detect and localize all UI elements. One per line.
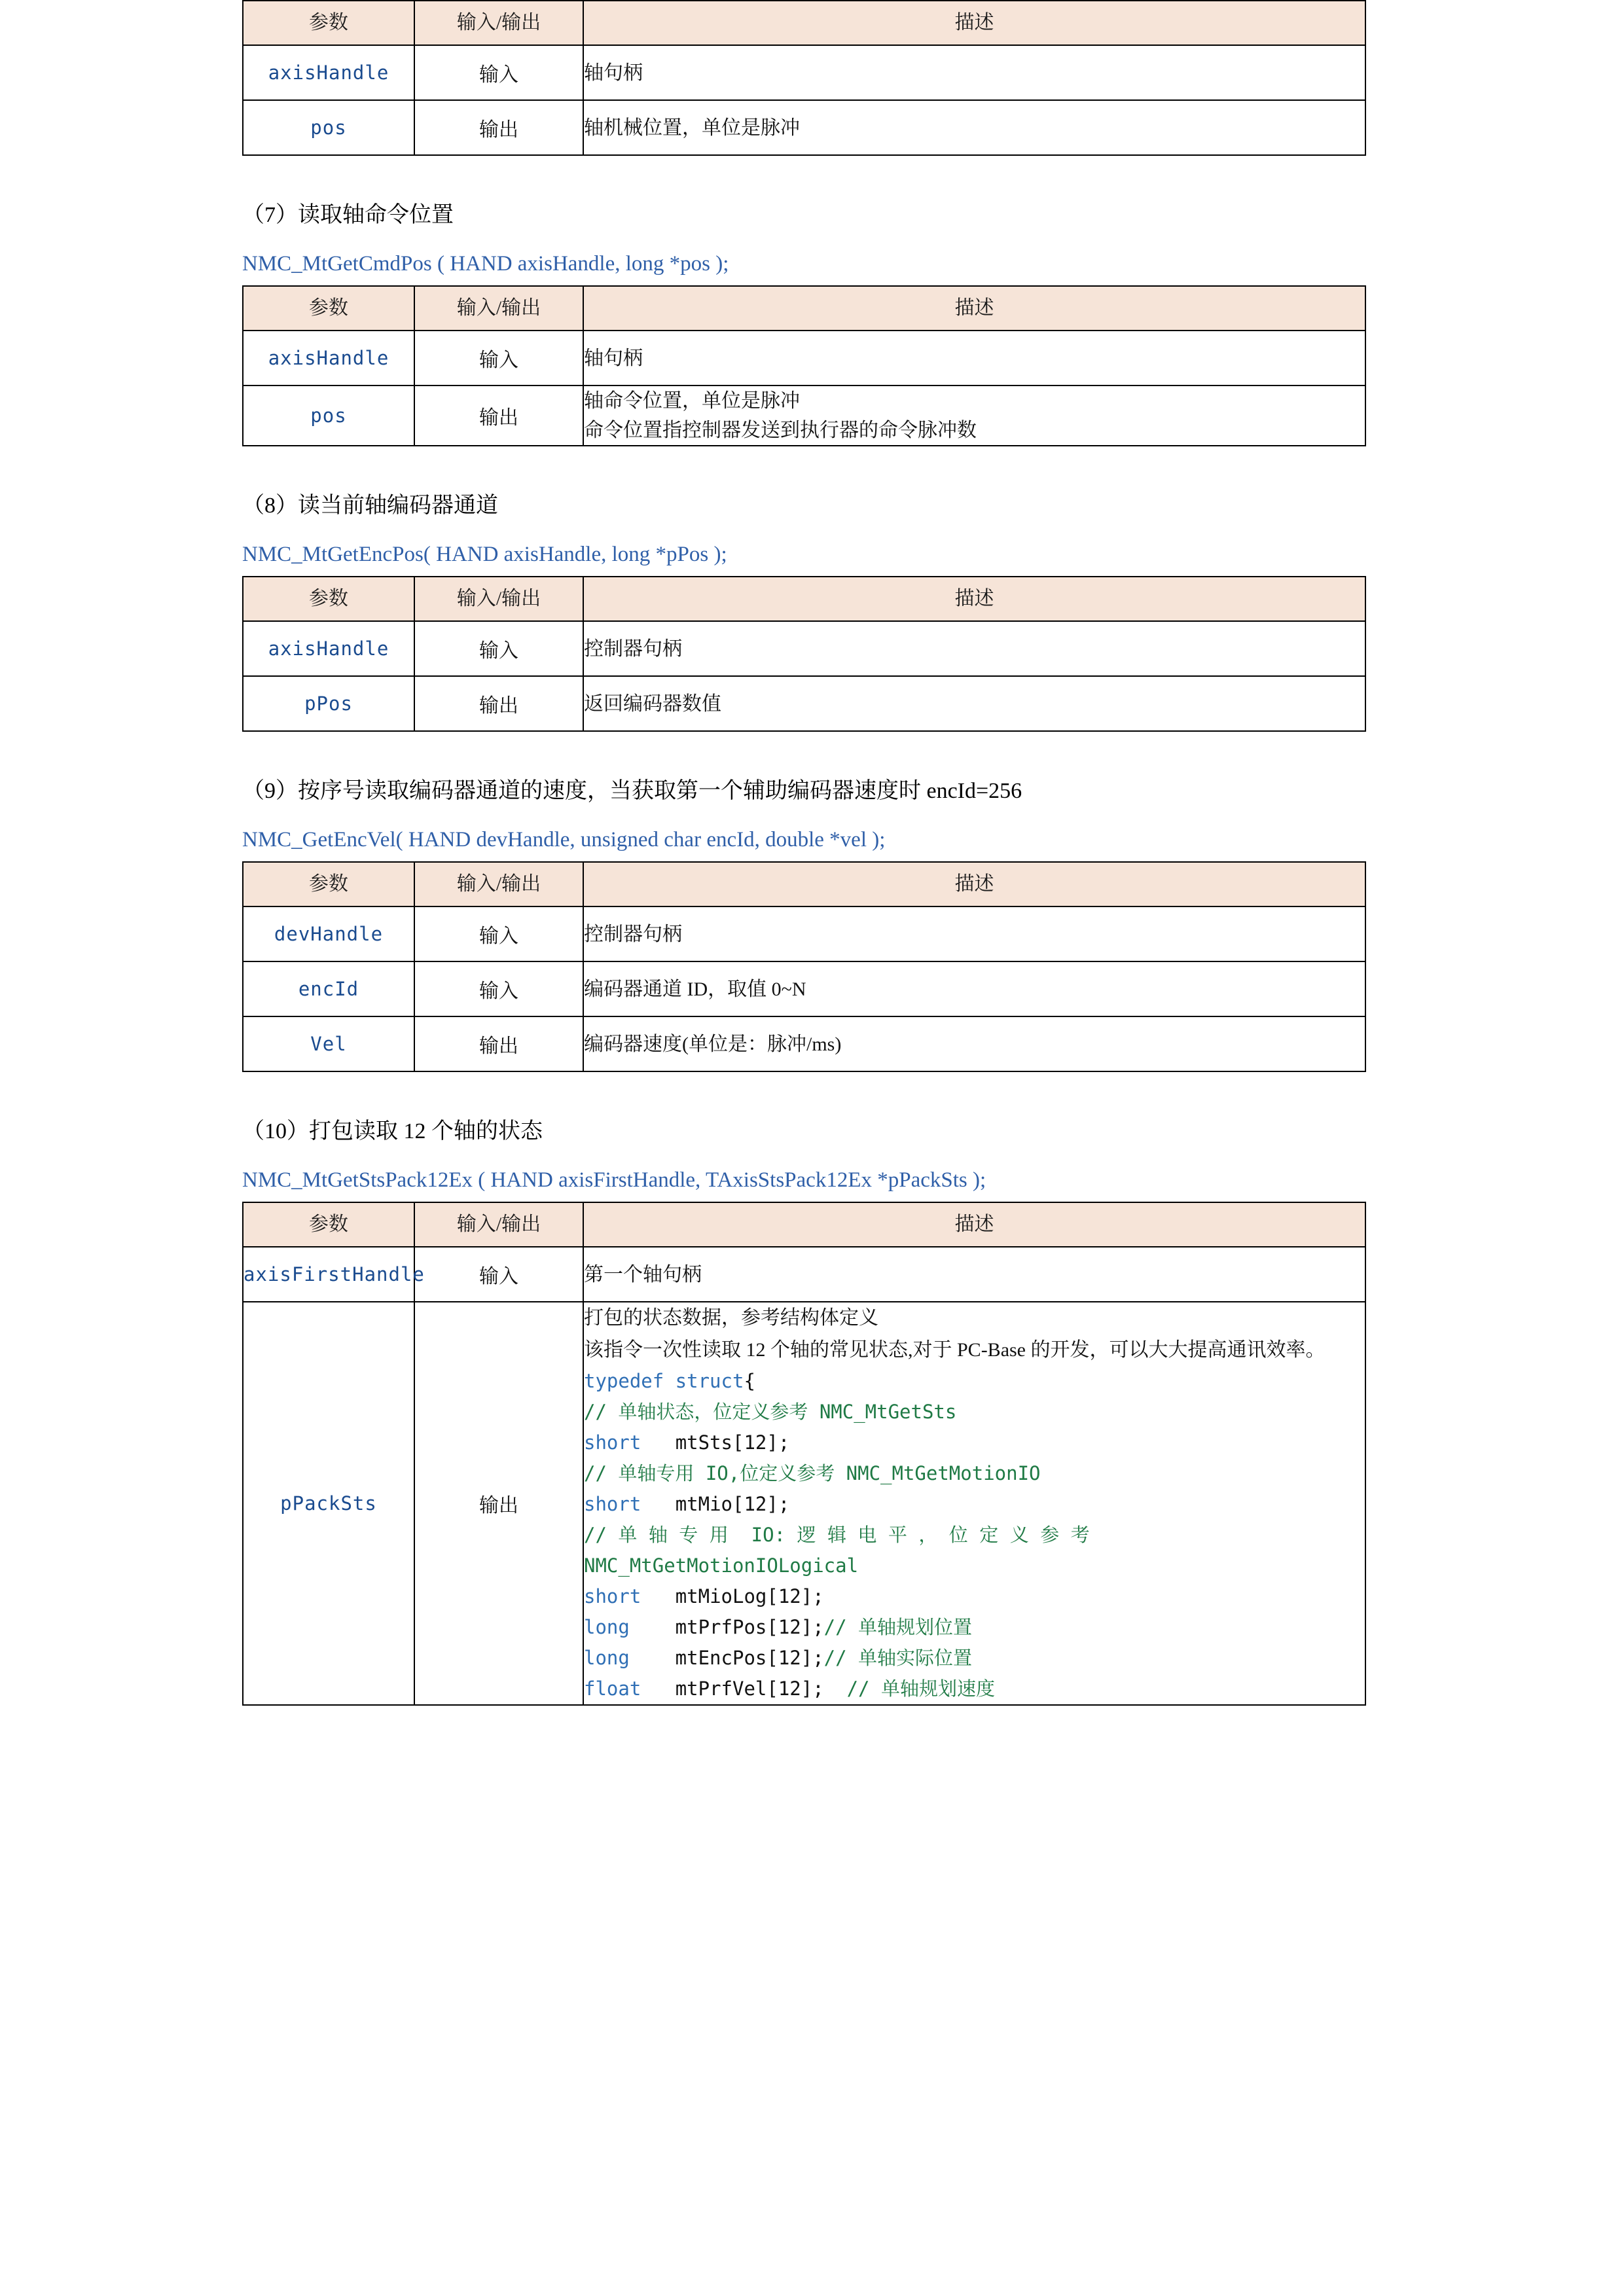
column-header-param: 参数 [243, 862, 414, 906]
code-comment: // 单 轴 专 用 IO: 逻 辑 电 平 ， 位 定 义 参 考 [584, 1524, 1090, 1547]
section-heading-8 [242, 487, 1382, 519]
struct-code-block [584, 1366, 1365, 1704]
column-header-param: 参数 [243, 1, 414, 45]
code-line [584, 1643, 1365, 1674]
function-signature-9: NMC_GetEncVel( HAND devHandle, unsigned char encId, double *vel ); [242, 828, 886, 852]
param-io: 输出 [414, 386, 583, 446]
table-row [243, 676, 1365, 731]
column-header-desc: 描述 [583, 286, 1365, 331]
table-row [243, 1016, 1365, 1071]
code-text: mtMioLog[12]; [641, 1585, 824, 1607]
param-name: devHandle [243, 906, 414, 961]
column-header-io: 输入/输出 [414, 862, 583, 906]
param-io: 输入 [414, 1247, 583, 1302]
code-text: mtPrfVel[12]; [641, 1677, 824, 1700]
param-desc: 第一个轴句柄 [583, 1247, 1365, 1302]
code-text: mtMio[12]; [641, 1493, 790, 1516]
column-header-io: 输入/输出 [414, 286, 583, 331]
code-line [584, 1427, 1365, 1458]
param-name: axisHandle [243, 331, 414, 386]
param-desc: 返回编码器数值 [583, 676, 1365, 731]
desc-line: 轴命令位置，单位是脉冲 [584, 390, 800, 412]
code-line [584, 1489, 1365, 1520]
param-desc-struct [583, 1302, 1365, 1705]
function-signature-7: NMC_MtGetCmdPos ( HAND axisHandle, long *pos ); [242, 252, 729, 276]
param-io: 输入 [414, 906, 583, 961]
column-header-param: 参数 [243, 1202, 414, 1247]
param-name: pPos [243, 676, 414, 731]
api-table-10 [242, 1202, 1366, 1706]
desc-line: 打包的状态数据，参考结构体定义 [584, 1307, 878, 1329]
api-table-8 [242, 576, 1366, 732]
table-header-row [243, 577, 1365, 621]
table-row-packsts [243, 1302, 1365, 1705]
table-row [243, 906, 1365, 961]
section-number: （10） [242, 1119, 309, 1143]
section-number: （9） [242, 779, 298, 803]
code-text: { [744, 1370, 755, 1393]
function-signature-8: NMC_MtGetEncPos( HAND axisHandle, long *pPos ); [242, 543, 727, 566]
table-row [243, 1247, 1365, 1302]
code-text: mtSts[12]; [641, 1431, 790, 1454]
code-comment: // 单轴状态，位定义参考 NMC_MtGetSts [584, 1401, 957, 1424]
param-desc: 轴句柄 [583, 331, 1365, 386]
code-keyword: short [584, 1493, 641, 1516]
column-header-io: 输入/输出 [414, 577, 583, 621]
param-desc: 编码器通道 ID，取值 0~N [583, 961, 1365, 1016]
api-table-7 [242, 285, 1366, 446]
table-row [243, 100, 1365, 155]
param-name: pPackSts [243, 1302, 414, 1705]
column-header-desc: 描述 [583, 577, 1365, 621]
param-io: 输入 [414, 621, 583, 676]
param-name: Vel [243, 1016, 414, 1071]
table-header-row [243, 1202, 1365, 1247]
table-row [243, 621, 1365, 676]
code-keyword: float [584, 1677, 641, 1700]
section-title-text: 读取轴命令位置 [298, 203, 454, 227]
table-header-row [243, 862, 1365, 906]
code-line [584, 1674, 1365, 1704]
param-desc: 轴句柄 [583, 45, 1365, 100]
param-name: encId [243, 961, 414, 1016]
function-signature-10: NMC_MtGetStsPack12Ex ( HAND axisFirstHandle, TAxisStsPack12Ex *pPackSts ); [242, 1168, 986, 1192]
param-io: 输出 [414, 1016, 583, 1071]
param-name: axisHandle [243, 621, 414, 676]
param-desc: 编码器速度(单位是：脉冲/ms) [583, 1016, 1365, 1071]
code-line [584, 1366, 1365, 1397]
code-keyword: typedef struct [584, 1370, 744, 1393]
param-name: axisFirstHandle [243, 1247, 414, 1302]
table-header-row [243, 1, 1365, 45]
param-io: 输入 [414, 45, 583, 100]
column-header-param: 参数 [243, 577, 414, 621]
param-io: 输出 [414, 100, 583, 155]
param-desc [583, 386, 1365, 446]
column-header-io: 输入/输出 [414, 1202, 583, 1247]
table-row [243, 45, 1365, 100]
code-comment: NMC_MtGetMotionIOLogical [584, 1554, 859, 1577]
code-text: mtEncPos[12]; [629, 1646, 824, 1669]
param-name: axisHandle [243, 45, 414, 100]
section-number: （7） [242, 203, 298, 227]
code-text: mtPrfPos[12]; [629, 1615, 824, 1638]
column-header-desc: 描述 [583, 1202, 1365, 1247]
param-desc: 轴机械位置，单位是脉冲 [583, 100, 1365, 155]
code-keyword: long [584, 1646, 630, 1669]
code-comment: // 单轴专用 IO,位定义参考 NMC_MtGetMotionIO [584, 1462, 1041, 1485]
code-line [584, 1612, 1365, 1643]
api-table-continuation [242, 0, 1366, 156]
desc-line: 命令位置指控制器发送到执行器的命令脉冲数 [584, 420, 977, 441]
table-row [243, 961, 1365, 1016]
table-header-row [243, 286, 1365, 331]
code-keyword: short [584, 1431, 641, 1454]
code-keyword: long [584, 1615, 630, 1638]
section-title-text: 读当前轴编码器通道 [298, 493, 498, 518]
section-number: （8） [242, 493, 298, 518]
param-desc: 控制器句柄 [583, 906, 1365, 961]
code-comment: // 单轴规划位置 [823, 1615, 973, 1638]
column-header-desc: 描述 [583, 1, 1365, 45]
section-title-text: 打包读取 12 个轴的状态 [309, 1119, 543, 1143]
column-header-desc: 描述 [583, 862, 1365, 906]
param-name: pos [243, 100, 414, 155]
api-table-9 [242, 861, 1366, 1072]
param-io: 输出 [414, 676, 583, 731]
param-io: 输入 [414, 331, 583, 386]
code-line [584, 1581, 1365, 1612]
section-title-text: 按序号读取编码器通道的速度，当获取第一个辅助编码器速度时 encId=256 [298, 779, 1022, 803]
param-name: pos [243, 386, 414, 446]
code-comment: // 单轴规划速度 [823, 1677, 995, 1700]
column-header-param: 参数 [243, 286, 414, 331]
table-row [243, 331, 1365, 386]
code-comment: // 单轴实际位置 [823, 1646, 973, 1669]
param-desc: 控制器句柄 [583, 621, 1365, 676]
param-io: 输出 [414, 1302, 583, 1705]
desc-line: 该指令一次性读取 12 个轴的常见状态,对于 PC-Base 的开发，可以大大提高通讯效率。 [584, 1338, 1326, 1361]
param-io: 输入 [414, 961, 583, 1016]
column-header-io: 输入/输出 [414, 1, 583, 45]
section-heading-9 [242, 772, 1382, 804]
code-keyword: short [584, 1585, 641, 1607]
section-heading-10 [242, 1113, 1382, 1145]
table-row [243, 386, 1365, 446]
section-heading-7 [242, 196, 1382, 228]
